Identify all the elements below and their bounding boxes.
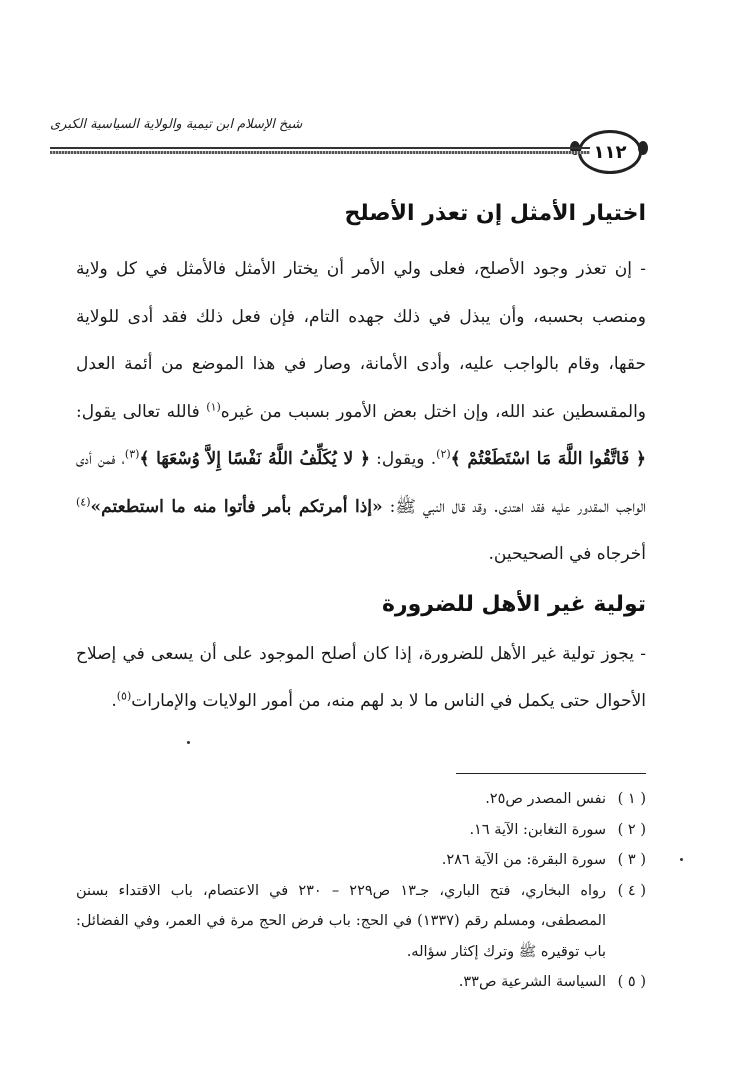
footnote-ref-4: (٤) (76, 494, 91, 508)
footnote-separator (456, 773, 646, 774)
footnote-number: ( ٢ ) (617, 821, 646, 838)
footnote-ref-2: (٢) (436, 447, 451, 461)
footnote-item (76, 845, 646, 876)
paragraph-text: - يجوز تولية غير الأهل للضرورة، إذا كان أصلح الموجود على أن يسعى في إصلاح الأحوال حتى يكمل في الناس ما لا بد لهم منه، من أمور الولايات والإمارات (76, 643, 646, 711)
footnote-ref-3: (٣) (124, 447, 140, 461)
footnote-ref-1: (١) (206, 399, 221, 413)
paragraph-text: - إن تعذر وجود الأصلح، فعلى ولي الأمر أن يختار الأمثل فالأمثل في كل ولاية ومنصب بحسبه، وأن يبذل في ذلك جهده التام، فإن فعل ذلك فقد أدى للولاية حقها، وقام بالواجب عليه، وأدى الأمانة، وصار في هذا الموضع من أئمة العدل والمقسطين عند الله، وإن اختل بعض الأمور بسبب من غيره (76, 259, 647, 422)
paragraph-text: أخرجاه في الصحيحين. (488, 544, 646, 564)
paragraph-text: فالله تعالى يقول: (76, 401, 207, 422)
footnote-text: رواه البخاري، فتح الباري، جـ١٣ ص٢٢٩ – ٢٣٠ في الاعتصام، باب الاقتداء بسنن المصطفى، ومسلم رقم (١٣٣٧) في الحج: باب فرض الحج مرة في العمر، وفي الفضائل: باب توقيره ﷺ وترك إكثار سؤاله. (76, 882, 607, 960)
footnote-number: ( ٥ ) (617, 974, 646, 990)
header-rule (50, 147, 590, 155)
footnote-item (76, 967, 646, 998)
page-body (76, 188, 646, 726)
paragraph-text: ، فمن أدى الواجب المقدور عليه فقد اهتدى. وقد قال النبي ﷺ: (76, 449, 647, 517)
quran-verse-2: ﴿ لا يُكَلِّفُ اللَّهُ نَفْسًا إِلاَّ وُسْعَهَا ﴾ (139, 449, 370, 469)
footnote-text: نفس المصدر ص٢٥. (485, 791, 606, 807)
footnote-number: ( ٣ ) (617, 852, 646, 868)
hadith-quote: «إذا أمرتكم بأمر فأتوا منه ما استطعتم» (90, 496, 383, 517)
footnote-text: سورة البقرة: من الآية ٢٨٦. (441, 852, 606, 868)
footnote-text: السياسة الشرعية ص٣٣. (458, 974, 606, 990)
running-header-title: شيخ الإسلام ابن تيمية والولاية السياسية الكبرى (50, 117, 303, 132)
footnote-number: ( ١ ) (617, 791, 646, 807)
footnote-item (76, 815, 646, 846)
paragraph-text: . (111, 691, 117, 711)
section-heading-necessity: تولية غير الأهل للضرورة (381, 591, 646, 617)
footnote-number: ( ٤ ) (617, 882, 646, 899)
section-heading-best-available: اختيار الأمثل إن تعذر الأصلح (344, 201, 646, 226)
footnote-item (76, 784, 646, 815)
footnotes (76, 784, 646, 998)
paragraph-necessity (76, 631, 646, 726)
scan-speck (680, 858, 683, 861)
footnote-item (76, 876, 646, 968)
page-number: ١١٢ (578, 130, 642, 174)
ornament-right-icon (638, 141, 648, 155)
paragraph-best-available (76, 246, 646, 579)
footnote-text: سورة التغابن: الآية ١٦. (469, 821, 606, 838)
scan-speck (187, 741, 190, 744)
quran-verse-1: ﴿ فَاتَّقُوا اللَّهَ مَا اسْتَطَعْتُمْ ﴾ (450, 449, 646, 469)
paragraph-text: . ويقول: (369, 449, 437, 469)
footnote-ref-5: (٥) (116, 689, 132, 703)
